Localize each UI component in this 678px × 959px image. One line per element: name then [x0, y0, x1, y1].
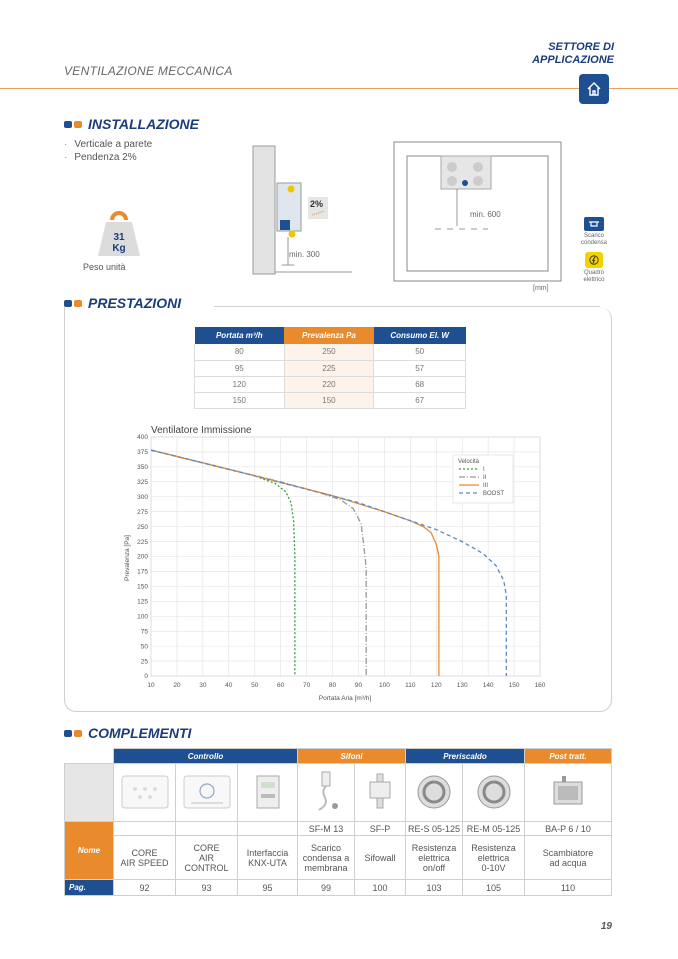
group-controllo: Controllo — [114, 749, 298, 764]
y-tick-label: 100 — [137, 613, 148, 621]
page-number: 19 — [600, 921, 612, 932]
condensate-drain-image — [309, 770, 343, 814]
page-ref: 99 — [298, 880, 355, 896]
x-tick-label: 80 — [328, 682, 337, 689]
y-tick-label: 300 — [137, 493, 148, 501]
page-ref: 95 — [238, 880, 298, 896]
side-min-distance: min. 300 — [289, 250, 320, 259]
core-air-speed-image — [121, 775, 169, 809]
x-tick-label: 20 — [173, 682, 181, 689]
product-name: Sifowall — [355, 836, 406, 880]
y-tick-label: 0 — [144, 673, 148, 681]
table-row: 150 150 67 — [195, 392, 466, 408]
product-code: BA-P 6 / 10 — [525, 822, 612, 836]
product-code — [114, 822, 176, 836]
sifowall-image — [365, 772, 395, 812]
table-row: 80 250 50 — [195, 344, 466, 360]
home-button[interactable] — [579, 74, 609, 104]
header-divider — [0, 88, 678, 89]
heater-onoff-image — [414, 772, 454, 812]
section-title: VENTILAZIONE MECCANICA — [64, 64, 233, 78]
y-tick-label: 225 — [137, 538, 148, 546]
product-name: Resistenza elettrica on/off — [406, 836, 463, 880]
group-sifoni: Sifoni — [298, 749, 406, 764]
page-ref: 93 — [176, 880, 238, 896]
x-tick-label: 100 — [378, 682, 390, 689]
product-code: SF-M 13 — [298, 822, 355, 836]
y-tick-label: 125 — [137, 598, 148, 606]
section-marker-icon — [64, 121, 82, 128]
product-image — [525, 764, 612, 822]
x-tick-label: 50 — [251, 682, 259, 689]
y-tick-label: 350 — [137, 464, 148, 472]
group-preriscaldo: Preriscaldo — [406, 749, 525, 764]
installazione-heading: INSTALLAZIONE — [64, 116, 199, 132]
prestazioni-heading: PRESTAZIONI — [64, 295, 181, 311]
accessories-table — [64, 748, 612, 896]
drain-icon — [584, 217, 604, 231]
section-marker-icon — [64, 730, 82, 737]
x-tick-label: 130 — [456, 682, 468, 689]
x-tick-label: 150 — [508, 682, 520, 689]
page-ref: 105 — [463, 880, 525, 896]
y-tick-label: 400 — [137, 434, 148, 442]
section-marker-icon — [64, 300, 82, 307]
product-name: Scarico condensa a membrana — [298, 836, 355, 880]
electric-legend: Quadro elettrico — [576, 252, 612, 284]
product-name: Resistenza elettrica 0-10V — [463, 836, 525, 880]
row-label-pag: Pag. — [65, 880, 114, 896]
perf-header-prevalenza: Prevalenza Pa — [284, 327, 374, 344]
perf-header-portata: Portata m³/h — [195, 327, 285, 344]
y-tick-label: 250 — [137, 523, 148, 531]
legend-label: BOOST — [483, 491, 505, 497]
x-tick-label: 160 — [534, 682, 546, 689]
product-code: SF-P — [355, 822, 406, 836]
product-image — [355, 764, 406, 822]
fan-curve-chart — [110, 420, 560, 710]
water-exchanger-image — [548, 772, 588, 812]
y-tick-label: 150 — [137, 583, 148, 591]
heater-0-10v-image — [474, 772, 514, 812]
application-title-line1: SETTORE DI — [548, 41, 614, 53]
bullet-item: · Verticale a parete — [64, 138, 152, 151]
complementi-heading: COMPLEMENTI — [64, 725, 191, 741]
y-tick-label: 200 — [137, 553, 148, 561]
y-tick-label: 275 — [137, 508, 148, 516]
product-name: Interfaccia KNX-UTA — [238, 836, 298, 880]
row-label-nome: Nome — [65, 822, 114, 880]
performance-table — [194, 327, 466, 409]
slope-label: 2% — [310, 199, 324, 209]
x-tick-label: 40 — [225, 682, 233, 689]
product-image — [238, 764, 298, 822]
x-tick-label: 30 — [199, 682, 207, 689]
weight-label: Peso unità — [83, 262, 126, 272]
chart-y-label: Prevalenza [Pa] — [124, 535, 131, 581]
home-icon — [585, 80, 603, 98]
x-tick-label: 110 — [405, 682, 416, 689]
product-name: CORE AIR SPEED — [114, 836, 176, 880]
legend-label: III — [483, 483, 489, 489]
page-ref: 100 — [355, 880, 406, 896]
product-image — [406, 764, 463, 822]
y-tick-label: 50 — [140, 643, 148, 651]
product-image — [176, 764, 238, 822]
page-ref: 110 — [525, 880, 612, 896]
y-tick-label: 25 — [140, 658, 148, 666]
x-tick-label: 70 — [302, 682, 311, 689]
product-code: RE-M 05-125 — [463, 822, 525, 836]
x-tick-label: 10 — [147, 682, 155, 689]
y-tick-label: 375 — [137, 449, 148, 457]
chart-legend — [453, 455, 513, 503]
product-name: Scambiatore ad acqua — [525, 836, 612, 880]
front-min-distance: min. 600 — [470, 210, 501, 219]
legend-title: Velocità — [458, 459, 480, 465]
page-ref: 103 — [406, 880, 463, 896]
product-code: RE-S 05-125 — [406, 822, 463, 836]
y-tick-label: 175 — [137, 568, 148, 576]
x-tick-label: 140 — [482, 682, 494, 689]
table-row: 120 220 68 — [195, 376, 466, 392]
application-title — [532, 41, 614, 67]
y-tick-label: 325 — [137, 479, 148, 487]
y-tick-label: 75 — [140, 628, 148, 636]
page-ref: 92 — [114, 880, 176, 896]
product-code — [238, 822, 298, 836]
product-code — [176, 822, 238, 836]
legend-label: I — [483, 467, 485, 473]
table-row: 95 225 57 — [195, 360, 466, 376]
bullet-item: · Pendenza 2% — [64, 151, 152, 164]
weight-value: 31 Kg — [112, 232, 126, 254]
product-image — [114, 764, 176, 822]
x-tick-label: 120 — [430, 682, 442, 689]
installation-bullets — [64, 138, 152, 164]
product-image — [298, 764, 355, 822]
x-tick-label: 60 — [277, 682, 285, 689]
perf-header-consumo: Consumo El. W — [374, 327, 466, 344]
chart-title: Ventilatore Immissione — [151, 425, 252, 436]
unit-label: [mm] — [533, 285, 549, 292]
group-post-trattamento: Post tratt. — [525, 749, 612, 764]
chart-x-label: Portata Aria [m³/h] — [318, 695, 372, 702]
legend-label: II — [483, 475, 487, 481]
product-name: CORE AIR CONTROL — [176, 836, 238, 880]
x-tick-label: 90 — [354, 682, 363, 689]
drain-legend: Scarico condensa — [576, 217, 612, 247]
electric-icon — [585, 252, 603, 268]
core-air-control-image — [183, 775, 231, 809]
knx-interface-image — [251, 772, 285, 812]
application-title-line2: APPLICAZIONE — [532, 54, 614, 66]
product-image — [463, 764, 525, 822]
